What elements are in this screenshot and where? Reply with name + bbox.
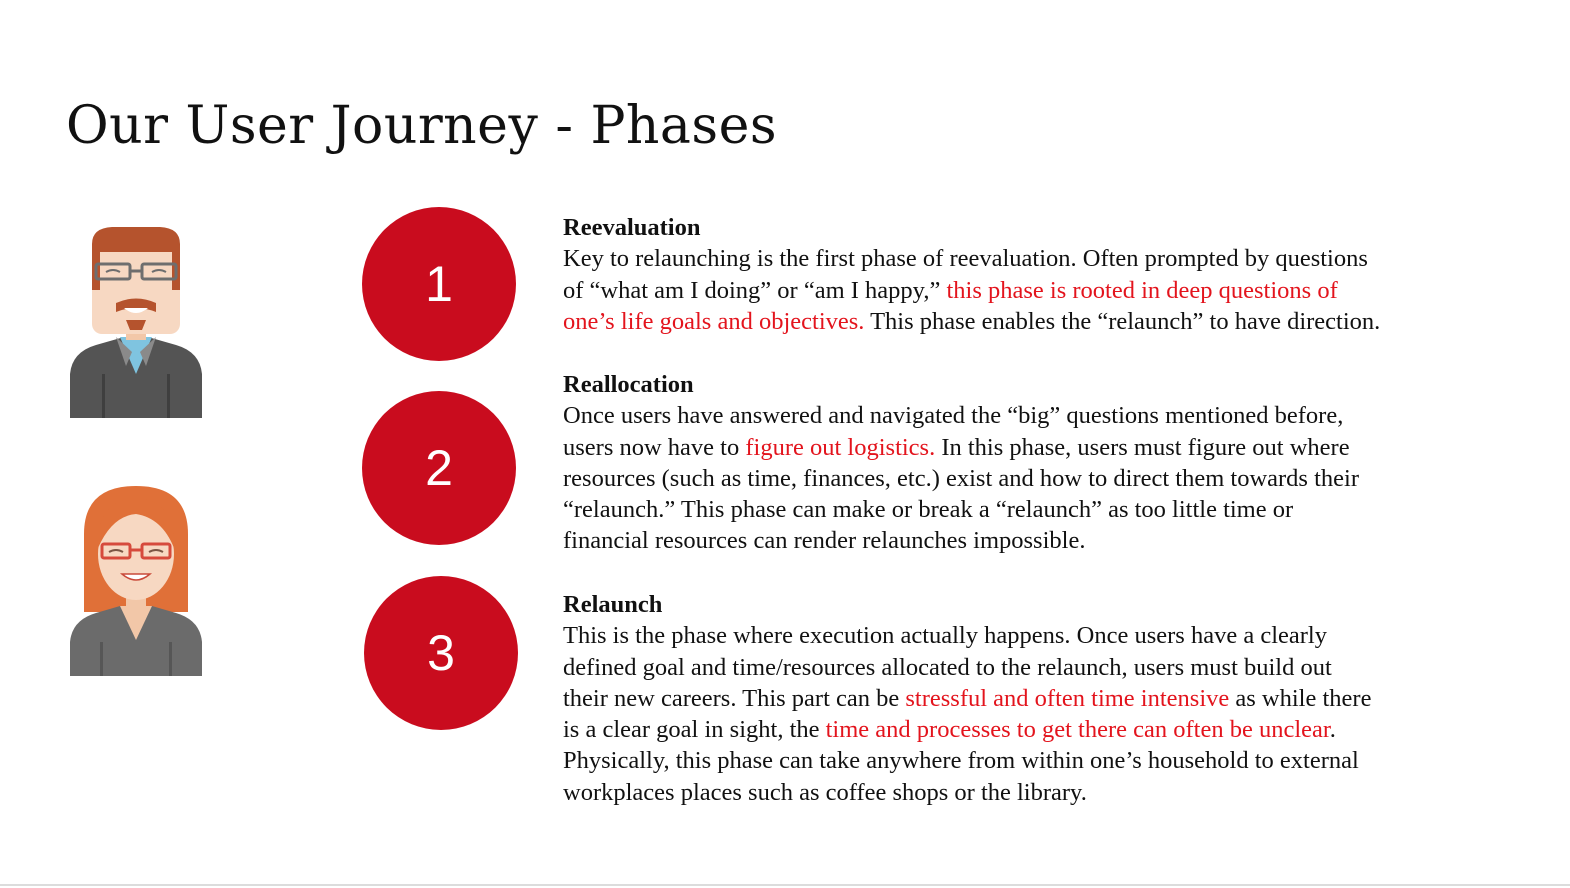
phase-heading: Reallocation: [563, 371, 694, 398]
body-text: defined goal and time/resources allocated to the relaunch, users must build out: [563, 653, 1332, 681]
body-line: [563, 494, 1553, 525]
body-line: [563, 777, 1553, 808]
body-text: workplaces places such as coffee shops or the library.: [563, 778, 1087, 806]
phase-body: [563, 400, 1553, 556]
body-line: [563, 620, 1553, 651]
body-text: resources (such as time, finances, etc.) exist and how to direct them towards their: [563, 464, 1359, 492]
body-text: users now have to: [563, 433, 746, 461]
body-line: [563, 652, 1553, 683]
body-line: [563, 275, 1553, 306]
bottom-divider: [0, 884, 1570, 886]
body-line: [563, 745, 1553, 776]
phase-number-1: 1: [362, 207, 516, 361]
body-text: their new careers. This part can be: [563, 684, 906, 712]
body-text: as while there: [1229, 684, 1372, 712]
body-text: Physically, this phase can take anywhere from within one’s household to external: [563, 747, 1359, 775]
body-text: “relaunch.” This phase can make or break a “relaunch” as too little time or: [563, 496, 1294, 524]
highlighted-text: time and processes to get there can often be unclear: [825, 716, 1330, 744]
phase-heading: Reevaluation: [563, 214, 701, 241]
slide-title: Our User Journey - Phases: [66, 96, 778, 156]
body-text: is a clear goal in sight, the: [563, 716, 826, 744]
highlighted-text: this phase is rooted in deep questions of: [946, 276, 1338, 304]
body-text: This is the phase where execution actually happens. Once users have a clearly: [563, 622, 1327, 650]
body-line: [563, 463, 1553, 494]
body-text: Key to relaunching is the first phase of reevaluation. Often prompted by questions: [563, 245, 1368, 273]
body-text: This phase enables the “relaunch” to have direction.: [864, 307, 1381, 335]
phase-heading: Relaunch: [563, 591, 663, 618]
body-text: In this phase, users must figure out where: [935, 433, 1350, 461]
body-line: [563, 432, 1553, 463]
body-text: of “what am I doing” or “am I happy,”: [563, 276, 947, 304]
phase-number-2: 2: [362, 391, 516, 545]
body-text: Once users have answered and navigated the “big” questions mentioned before,: [563, 402, 1344, 430]
highlighted-text: one’s life goals and objectives.: [563, 307, 865, 335]
phase-block-relaunch: [563, 589, 1553, 808]
phase-body: [563, 243, 1553, 337]
phase-block-reevaluation: [563, 212, 1553, 337]
highlighted-text: figure out logistics.: [745, 433, 936, 461]
man-avatar-icon: [66, 224, 206, 418]
highlighted-text: stressful and often time intensive: [905, 684, 1230, 712]
body-line: [563, 243, 1553, 274]
phase-body: [563, 620, 1553, 808]
body-line: [563, 400, 1553, 431]
body-text: financial resources can render relaunches impossible.: [563, 527, 1086, 555]
phase-number-3: 3: [364, 576, 518, 730]
body-line: [563, 714, 1553, 745]
body-line: [563, 306, 1553, 337]
body-line: [563, 683, 1553, 714]
phase-block-reallocation: [563, 369, 1553, 557]
woman-avatar-icon: [66, 482, 206, 676]
body-text: .: [1329, 716, 1336, 744]
body-line: [563, 525, 1553, 556]
